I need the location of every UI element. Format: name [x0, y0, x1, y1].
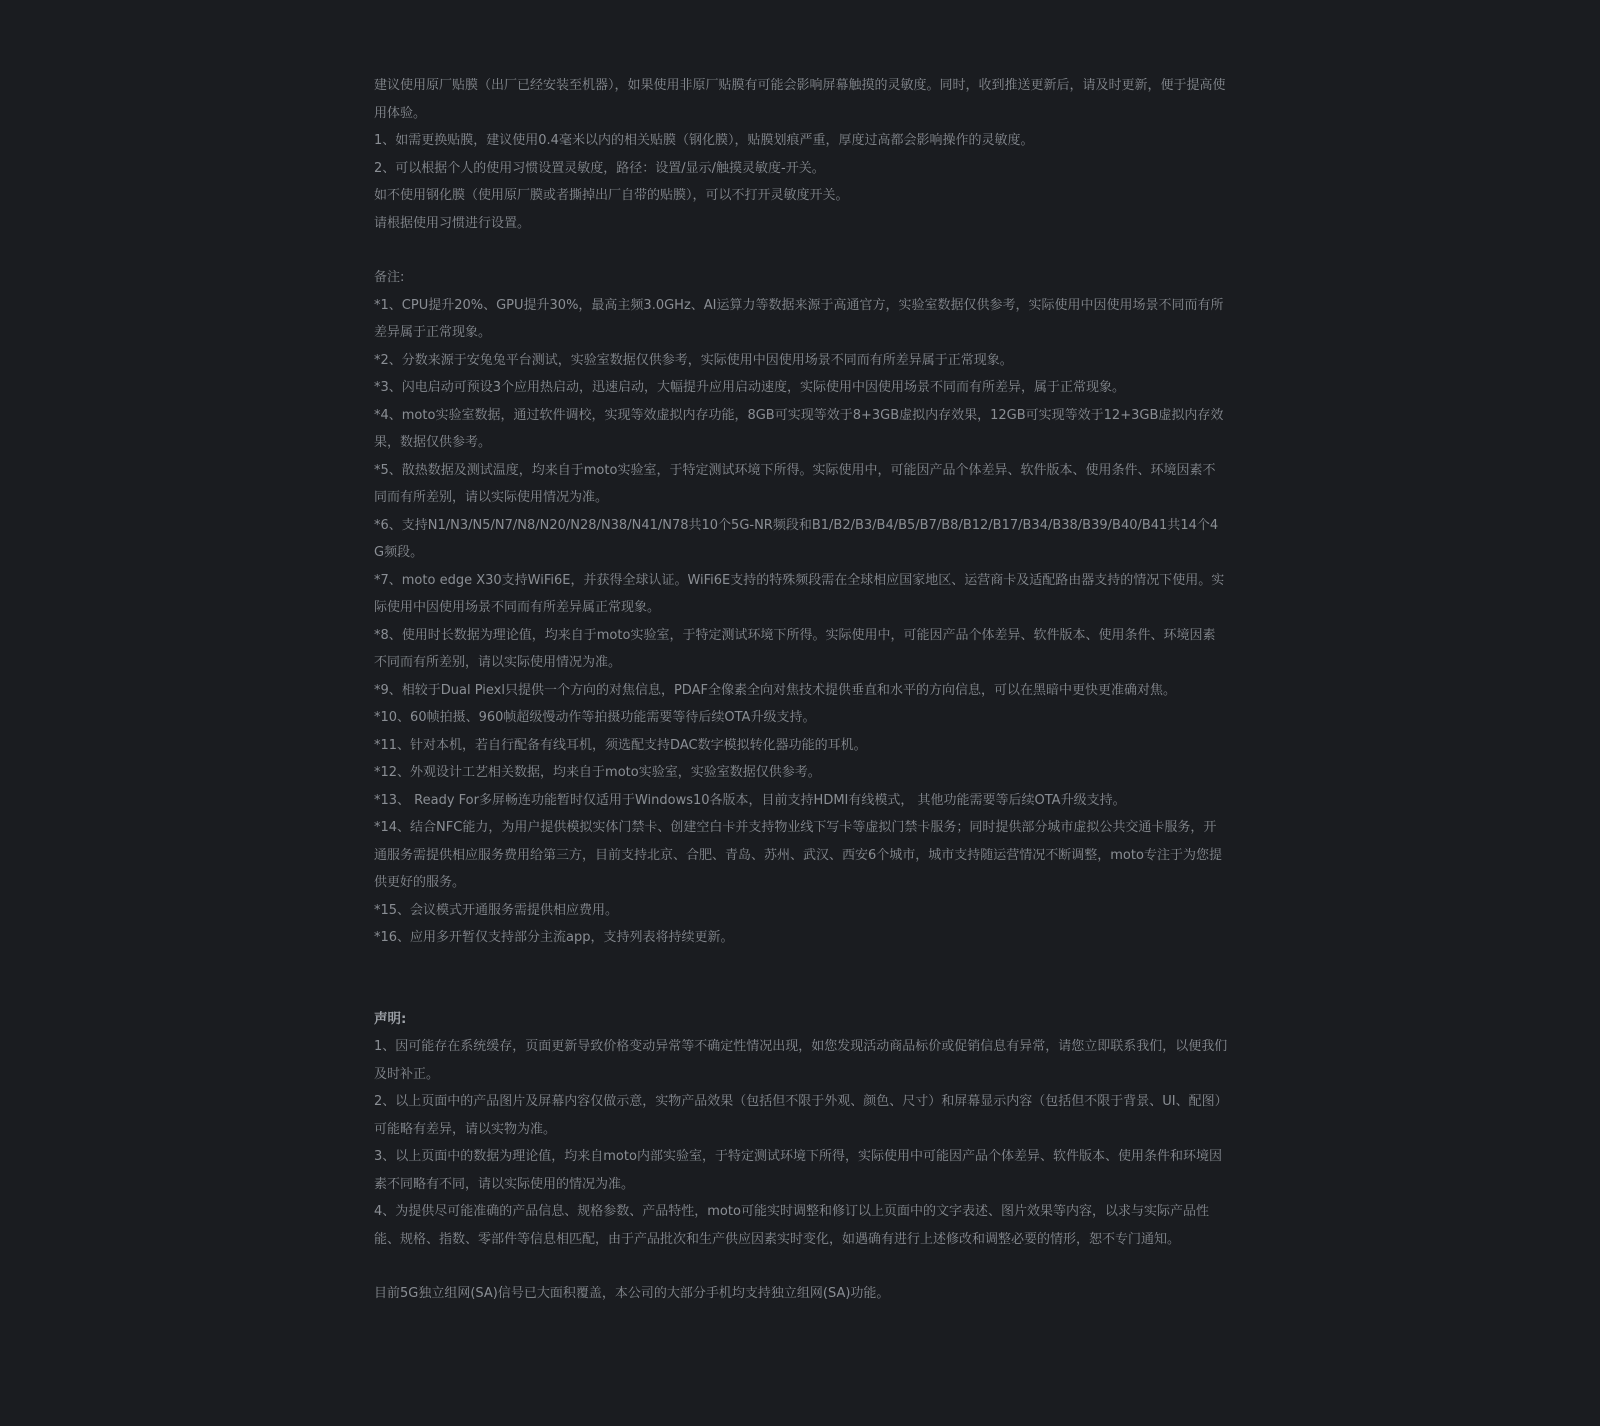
note-item: *8、使用时长数据为理论值，均来自于moto实验室，于特定测试环境下所得。实际使用中，可能因产品个体差异、软件版本、使用条件、环境因素不同而有所差别，请以实际使用情况为准。: [374, 627, 1216, 670]
disclaimer-content: [374, 72, 1228, 1308]
note-item: *1、CPU提升20%、GPU提升30%，最高主频3.0GHz、AI运算力等数据来源于高通官方，实验室数据仅供参考，实际使用中因使用场景不同而有所差异属于正常现象。: [374, 297, 1224, 340]
notes-section: [374, 264, 1228, 952]
note-item: *11、针对本机，若自行配备有线耳机，须选配支持DAC数字模拟转化器功能的耳机。: [374, 737, 867, 753]
spacer: [374, 1253, 1228, 1280]
note-item: *2、分数来源于安兔兔平台测试，实验室数据仅供参考，实际使用中因使用场景不同而有所差异属于正常现象。: [374, 352, 1013, 368]
spacer: [374, 952, 1228, 1006]
intro-paragraph: 2、可以根据个人的使用习惯设置灵敏度，路径：设置/显示/触摸灵敏度-开关。: [374, 160, 825, 176]
intro-section: [374, 72, 1228, 237]
note-item: *6、支持N1/N3/N5/N7/N8/N20/N28/N38/N41/N78共10个5G-NR频段和B1/B2/B3/B4/B5/B7/B8/B12/B17/B34/B38/B39/B40/B41共14个4G频段。: [374, 517, 1219, 560]
statement-item: 4、为提供尽可能准确的产品信息、规格参数、产品特性，moto可能实时调整和修订以上页面中的文字表述、图片效果等内容，以求与实际产品性能、规格、指数、零部件等信息相匹配，由于产品批次和生产供应因素实时变化，如遇确有进行上述修改和调整必要的情形，恕不专门通知。: [374, 1204, 1209, 1247]
intro-paragraph: 请根据使用习惯进行设置。: [374, 215, 531, 231]
intro-paragraph: 建议使用原厂贴膜（出厂已经安装至机器），如果使用非原厂贴膜有可能会影响屏幕触摸的灵敏度。同时，收到推送更新后，请及时更新，便于提高使用体验。: [374, 78, 1226, 121]
note-item: *12、外观设计工艺相关数据，均来自于moto实验室，实验室数据仅供参考。: [374, 765, 821, 780]
intro-paragraph: 如不使用钢化膜（使用原厂膜或者撕掉出厂自带的贴膜），可以不打开灵敏度开关。: [374, 188, 849, 203]
statement-item: 3、以上页面中的数据为理论值，均来自moto内部实验室，于特定测试环境下所得，实际使用中可能因产品个体差异、软件版本、使用条件和环境因素不同略有不同，请以实际使用的情况为准。: [374, 1149, 1222, 1192]
statement-section: [374, 1006, 1228, 1254]
statement-item: 2、以上页面中的产品图片及屏幕内容仅做示意，实物产品效果（包括但不限于外观、颜色、尺寸）和屏幕显示内容（包括但不限于背景、UI、配图）可能略有差异，请以实物为准。: [374, 1094, 1228, 1137]
note-item: *15、会议模式开通服务需提供相应费用。: [374, 902, 619, 918]
sa-network-note: 目前5G独立组网(SA)信号已大面积覆盖，本公司的大部分手机均支持独立组网(SA)功能。: [374, 1286, 890, 1301]
note-item: *13、 Ready For多屏畅连功能暂时仅适用于Windows10各版本，目前支持HDMI有线模式， 其他功能需要等后续OTA升级支持。: [374, 792, 1126, 808]
notes-title: 备注:: [374, 270, 405, 285]
spacer: [374, 237, 1228, 264]
note-item: *3、闪电启动可预设3个应用热启动，迅速启动，大幅提升应用启动速度，实际使用中因使用场景不同而有所差异，属于正常现象。: [374, 380, 1126, 395]
note-item: *14、结合NFC能力，为用户提供模拟实体门禁卡、创建空白卡并支持物业线下写卡等虚拟门禁卡服务；同时提供部分城市虚拟公共交通卡服务，开通服务需提供相应服务费用给第三方，目前支持北京、合肥、青岛、苏州、武汉、西安6个城市，城市支持随运营情况不断调整，moto专注于为您提供更好的服务。: [374, 820, 1222, 890]
note-item: *4、moto实验室数据，通过软件调校，实现等效虚拟内存功能，8GB可实现等效于8+3GB虚拟内存效果，12GB可实现等效于12+3GB虚拟内存效果，数据仅供参考。: [374, 407, 1224, 450]
statement-title: 声明:: [374, 1010, 407, 1027]
note-item: *9、相较于Dual Piexl只提供一个方向的对焦信息，PDAF全像素全向对焦技术提供垂直和水平的方向信息，可以在黑暗中更快更准确对焦。: [374, 682, 1176, 698]
note-item: *16、应用多开暂仅支持部分主流app，支持列表将持续更新。: [374, 930, 734, 945]
intro-paragraph: 1、如需更换贴膜，建议使用0.4毫米以内的相关贴膜（钢化膜），贴膜划痕严重，厚度过高都会影响操作的灵敏度。: [374, 133, 1034, 148]
note-item: *10、60帧拍摄、960帧超级慢动作等拍摄功能需要等待后续OTA升级支持。: [374, 710, 816, 725]
statement-item: 1、因可能存在系统缓存，页面更新导致价格变动异常等不确定性情况出现，如您发现活动商品标价或促销信息有异常，请您立即联系我们，以便我们及时补正。: [374, 1039, 1228, 1082]
note-item: *7、moto edge X30支持WiFi6E，并获得全球认证。WiFi6E支持的特殊频段需在全球相应国家地区、运营商卡及适配路由器支持的情况下使用。实际使用中因使用场景不同而有所差异属正常现象。: [374, 572, 1225, 615]
note-item: *5、散热数据及测试温度，均来自于moto实验室，于特定测试环境下所得。实际使用中，可能因产品个体差异、软件版本、使用条件、环境因素不同而有所差别，请以实际使用情况为准。: [374, 462, 1216, 505]
